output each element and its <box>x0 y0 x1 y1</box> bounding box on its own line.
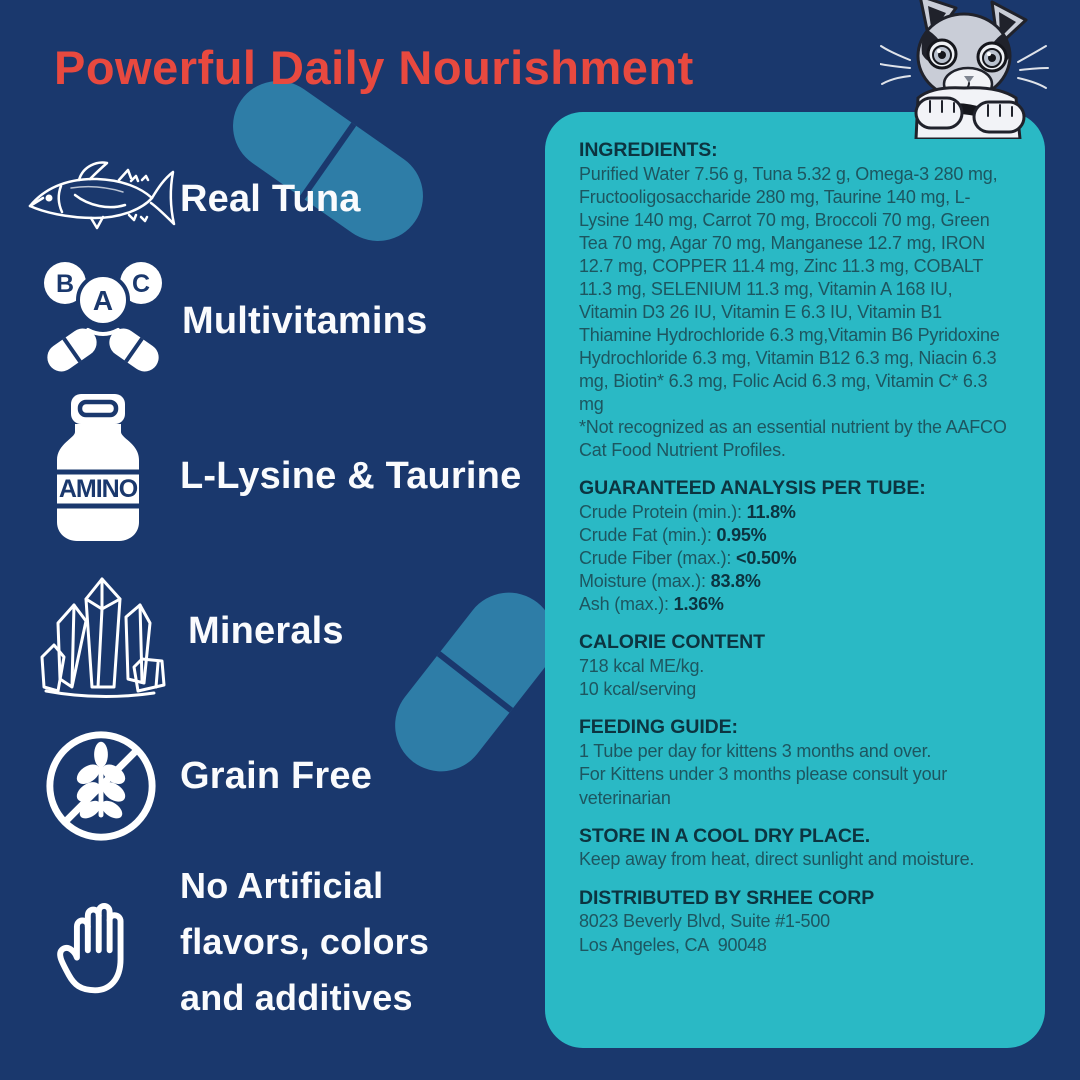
ingredients-section <box>579 138 1011 462</box>
ingredients-header: INGREDIENTS: <box>579 139 718 161</box>
distributor-section: DISTRIBUTED BY SRHEE CORP 8023 Beverly Blvd, Suite #1-500 Los Angeles, CA 90048 <box>579 886 1011 957</box>
feature-label-no-artificial: No Artificial flavors, colors and additives <box>180 865 430 1018</box>
feeding-header: FEEDING GUIDE: <box>579 716 738 739</box>
storage-section: STORE IN A COOL DRY PLACE. Keep away from heat, direct sunlight and moisture. <box>579 824 1011 872</box>
vitamin-letter-c: C <box>131 270 151 298</box>
amino-jar-label: AMINO <box>58 475 138 503</box>
feature-label-minerals: Minerals <box>188 610 344 652</box>
feature-label-grain-free: Grain Free <box>180 755 373 797</box>
vitamin-letter-a: A <box>92 285 114 316</box>
calorie-content-section: CALORIE CONTENT 718 kcal ME/kg. 10 kcal/serving <box>579 630 1011 701</box>
analysis-row: Crude Protein (min.): 11.8% <box>579 502 796 523</box>
cat-illustration <box>880 0 1050 139</box>
analysis-row: Crude Fat (min.): 0.95% <box>579 525 767 546</box>
distributor-header: DISTRIBUTED BY SRHEE CORP <box>579 886 875 909</box>
feature-label-multivitamins: Multivitamins <box>182 300 428 342</box>
calorie-header: CALORIE CONTENT <box>579 631 765 654</box>
guaranteed-analysis-section <box>579 476 1011 616</box>
no-artificial-hand-icon <box>46 886 146 1000</box>
tuna-fish-icon <box>25 148 185 258</box>
page-title: Powerful Daily Nourishment <box>54 41 694 94</box>
ingredients-body: Purified Water 7.56 g, Tuna 5.32 g, Omega-3 280 mg, Fructooligosaccharide 280 mg, Taurine 140 mg, L-Lysine 140 mg, Carrot 70 mg, Broccoli 70 mg, Green Tea 70 mg, Agar 70 mg, Manganese 12.7 mg, IRON 12.7 mg, COPPER 11.4 mg, Zinc 11.3 mg, COBALT 11.3 mg, SELENIUM 11.3 mg, Vitamin A 168 IU, Vitamin D3 26 IU, Vitamin E 6.3 IU, Vitamin B1 Thiamine Hydrochloride 6.3 mg,Vitamin B6 Pyridoxine Hydrochloride 6.3 mg, Vitamin B12 6.3 mg, Niacin 6.3 mg, Biotin* 6.3 mg, Folic Acid 6.3 mg, Vitamin C* 6.3 mg <box>579 163 1000 415</box>
analysis-row: Crude Fiber (max.): <0.50% <box>579 548 797 569</box>
ingredients-footnote: *Not recognized as an essential nutrient by the AAFCO Cat Food Nutrient Profiles. <box>579 417 1007 461</box>
analysis-header: GUARANTEED ANALYSIS PER TUBE: <box>579 477 926 500</box>
feature-label-lysine-taurine: L-Lysine & Taurine <box>180 455 522 497</box>
pill-capsule-decoration-middle <box>377 574 574 790</box>
analysis-row: Ash (max.): 1.36% <box>579 594 724 615</box>
amino-jar-icon <box>42 392 154 542</box>
minerals-crystals-icon <box>30 565 170 705</box>
storage-header: STORE IN A COOL DRY PLACE. <box>579 824 871 847</box>
multivitamins-icon <box>38 256 168 378</box>
feature-label-real-tuna: Real Tuna <box>180 178 361 220</box>
feeding-guide-section: FEEDING GUIDE: 1 Tube per day for kittens 3 months and over. For Kittens under 3 months please consult your veterinarian <box>579 715 1011 809</box>
grain-free-icon <box>42 726 160 846</box>
analysis-row: Moisture (max.): 83.8% <box>579 571 761 592</box>
nutrition-info-panel <box>545 112 1045 1048</box>
vitamin-letter-b: B <box>55 270 75 298</box>
